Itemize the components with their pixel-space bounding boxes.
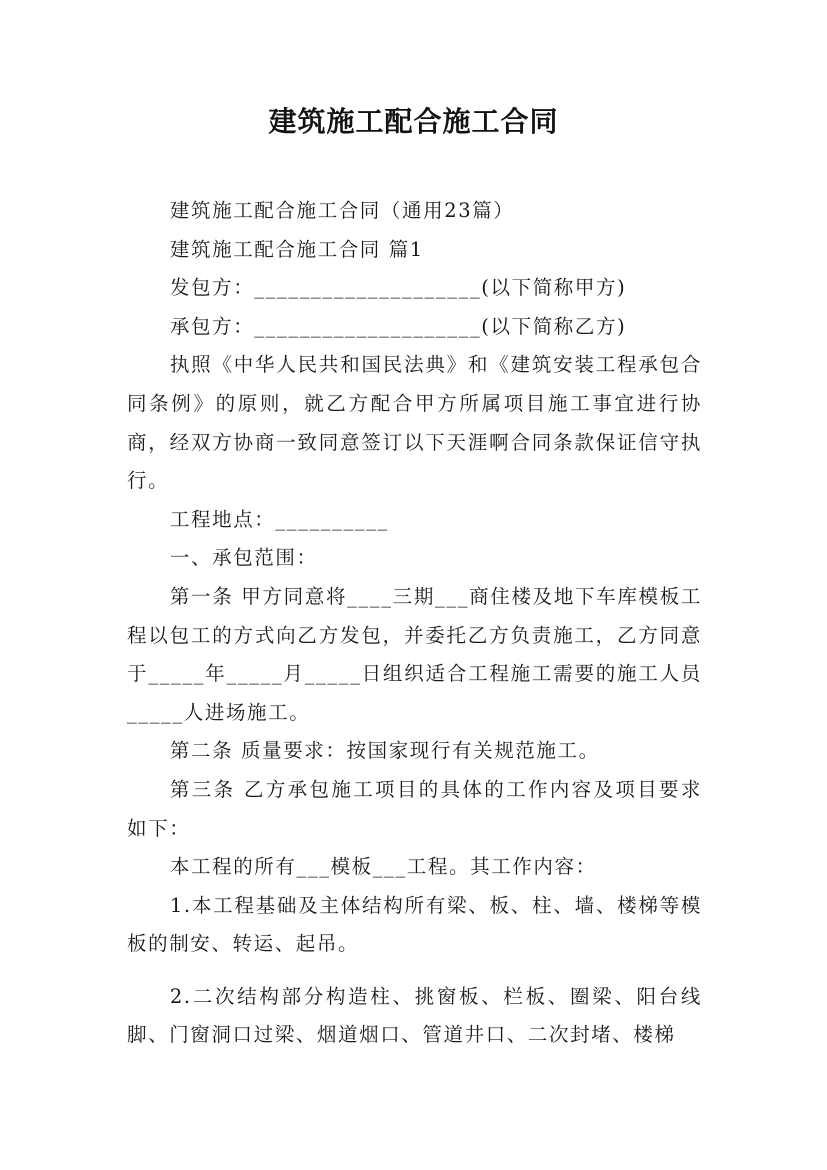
document-title: 建筑施工配合施工合同 [268,105,559,138]
paragraph-scope-heading: 一、承包范围： [169,546,318,570]
paragraph-article-2: 第二条 质量要求：按国家现行有关规范施工。 [169,739,600,763]
paragraph-article-3: 第三条 乙方承包施工项目的具体的工作内容及项目要求如下： [127,777,702,840]
document-body [127,192,702,1055]
paragraph-article-1: 第一条 甲方同意将____三期___商住楼及地下车库模板工程以包工的方式向乙方发包，并委托乙方负责施工，乙方同意于_____年_____月_____日组织适合工程施工需要的施工人员_____人进场施工。 [127,584,702,724]
paragraph-section-heading: 建筑施工配合施工合同 篇1 [169,237,424,261]
paragraph-work-content: 本工程的所有___模板___工程。其工作内容： [169,855,597,879]
paragraph-party-b: 承包方：____________________(以下简称乙方) [169,314,627,338]
paragraph-item-2: 2.二次结构部分构造柱、挑窗板、栏板、圈梁、阳台线脚、门窗洞口过梁、烟道烟口、管道井口、二次封堵、楼梯 [127,984,702,1047]
paragraph-preamble: 执照《中华人民共和国民法典》和《建筑安装工程承包合同条例》的原则，就乙方配合甲方所属项目施工事宜进行协商，经双方协商一致同意签订以下天涯啊合同条款保证信守执行。 [127,353,702,493]
paragraph-party-a: 发包方：____________________(以下简称甲方) [169,276,627,300]
paragraph-project-location: 工程地点：__________ [169,507,389,531]
paragraph-subtitle: 建筑施工配合施工合同（通用23篇） [169,199,515,222]
paragraph-item-1: 1.本工程基础及主体结构所有梁、板、柱、墙、楼梯等模板的制安、转运、起吊。 [127,893,702,956]
